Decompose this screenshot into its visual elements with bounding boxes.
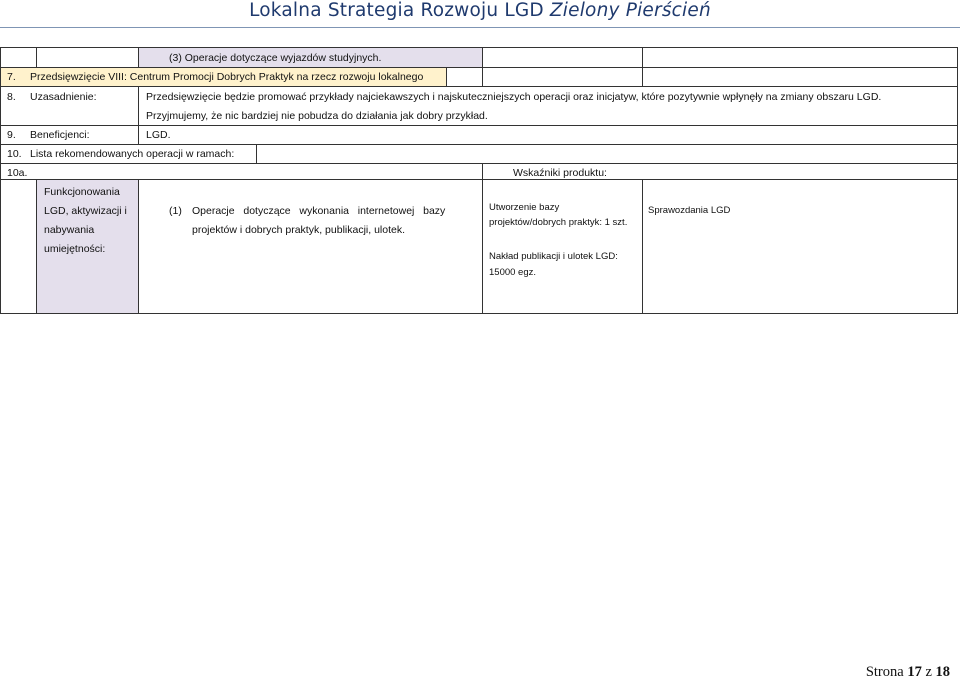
indicators-header: Wskaźniki produktu: [513,167,607,179]
operation-1-number: (1) [169,205,182,217]
row-8-number: 8. [7,91,16,103]
row-10-label: Lista rekomendowanych operacji w ramach: [30,148,235,160]
operation-1-line-1: Operacje dotyczące wykonania internetowej bazy [192,205,446,217]
source-text: Sprawozdania LGD [648,205,731,216]
current-page: 17 [907,664,922,680]
area-line-2: LGD, aktywizacji i [44,205,127,217]
header-title-italic: Zielony Pierścień [549,0,711,21]
indicator-1-line-2: projektów/dobrych praktyk: 1 szt. [489,217,628,228]
indicator-2-line-1: Nakład publikacji i ulotek LGD: [489,251,618,262]
indicator-2-line-2: 15000 egz. [489,267,537,278]
row-8-line-2: Przyjmujemy, że nic bardziej nie pobudza do działania jak dobry przykład. [146,110,488,122]
header-title: Lokalna Strategia Rozwoju LGD Zielony Pierścień [249,0,711,21]
area-line-3: nabywania [44,224,95,236]
table-grid [0,47,958,314]
operations-table [0,47,958,314]
page-footer: Strona 17 z 18 [865,664,950,680]
row-8-line-1: Przedsięwzięcie będzie promować przykłady najciekawszych i najskuteczniejszych operacji oraz inicjatyw, które pozytywnie wpłynęły na zmiany obszaru LGD. [146,91,882,103]
row-9-number: 9. [7,129,16,141]
operation-3-text: (3) Operacje dotyczące wyjazdów studyjnych. [169,52,382,64]
row-7-number: 7. [7,71,16,83]
row-10a-number: 10a. [7,167,28,179]
header-rule [0,27,960,28]
area-line-1: Funkcjonowania [44,186,120,198]
total-pages: 18 [935,664,950,680]
row-9-value: LGD. [146,129,171,141]
operation-1-line-2: projektów i dobrych praktyk, publikacji, ulotek. [192,224,406,236]
area-line-4: umiejętności: [44,243,106,255]
indicator-1-line-1: Utworzenie bazy [489,202,560,213]
row-7-title: Przedsięwzięcie VIII: Centrum Promocji Dobrych Praktyk na rzecz rozwoju lokalnego [30,71,424,83]
row-9-label: Beneficjenci: [30,129,90,141]
row-8-label: Uzasadnienie: [30,91,97,103]
row-10-number: 10. [7,148,22,160]
